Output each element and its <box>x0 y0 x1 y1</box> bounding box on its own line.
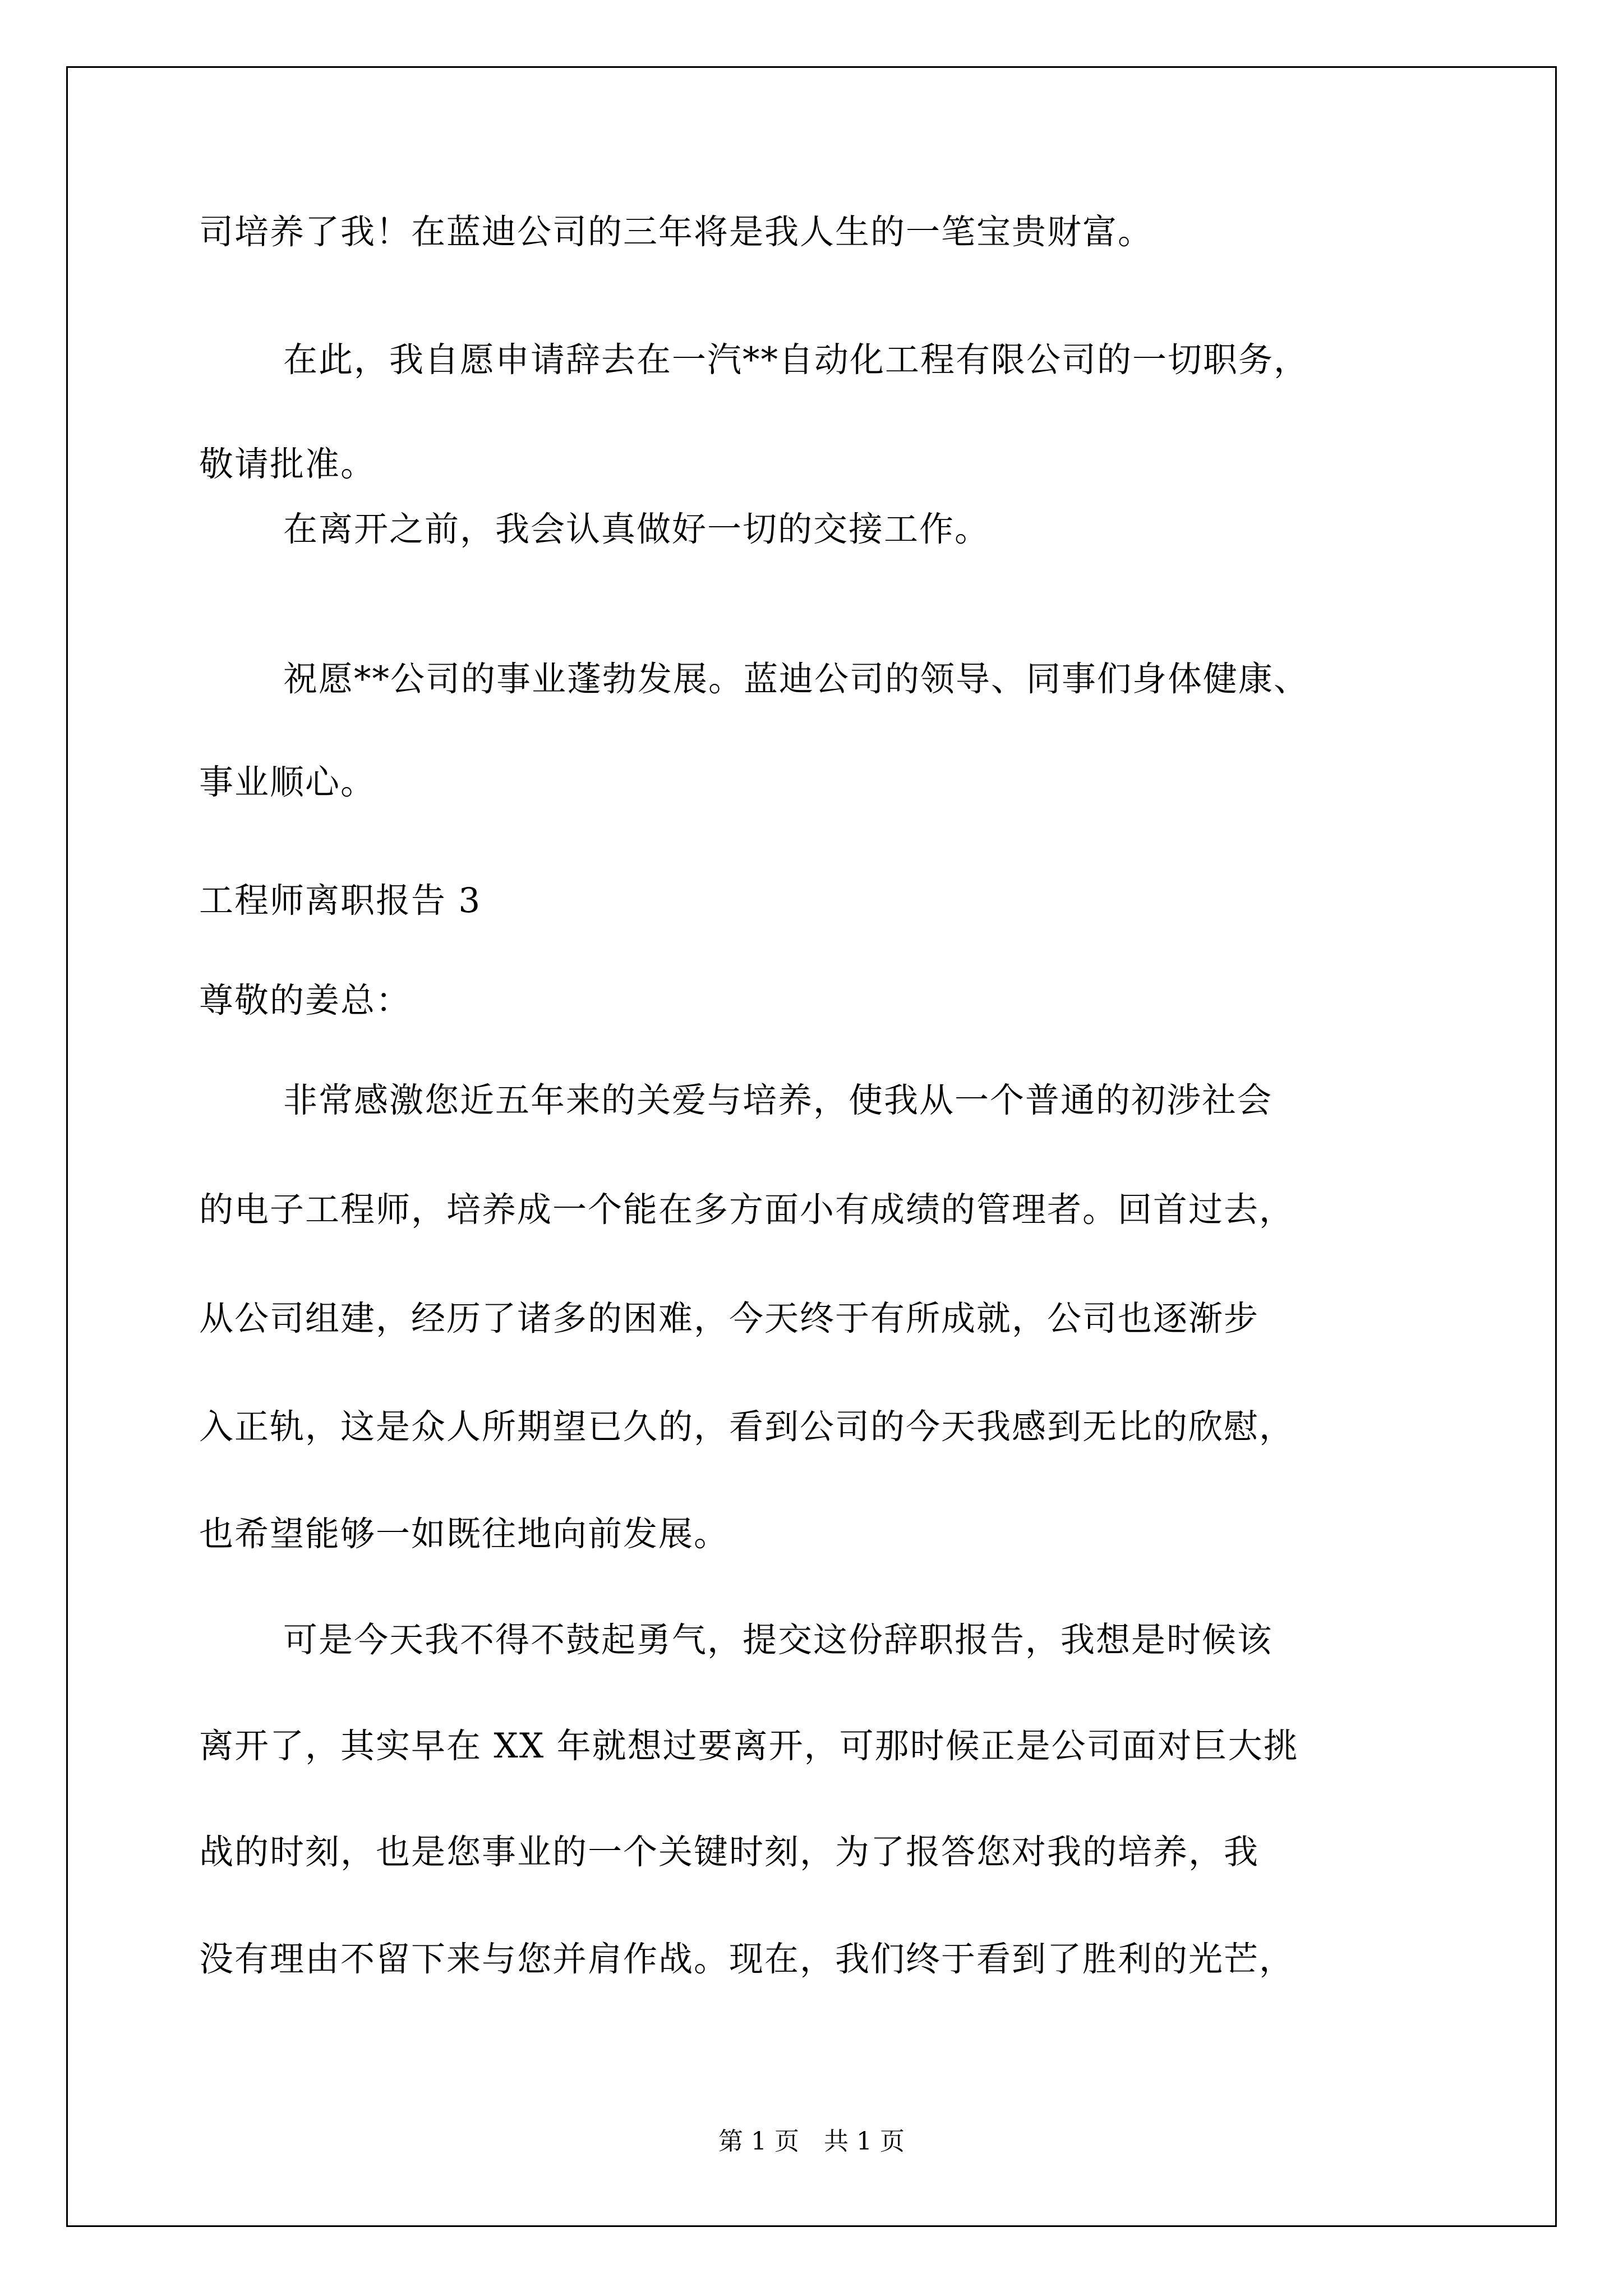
text-line-4: 在离开之前，我会认真做好一切的交接工作。 <box>283 509 990 549</box>
text-line-15: 离开了，其实早在 XX 年就想过要离开，可那时候正是公司面对巨大挑 <box>199 1726 1299 1766</box>
text-line-3: 敬请批准。 <box>199 444 376 484</box>
text-line-16: 战的时刻，也是您事业的一个关键时刻，为了报答您对我的培养，我 <box>199 1832 1260 1872</box>
salutation: 尊敬的姜总： <box>199 981 412 1020</box>
text-line-6: 事业顺心。 <box>199 762 376 802</box>
text-line-17: 没有理由不留下来与您并肩作战。现在，我们终于看到了胜利的光芒， <box>199 1939 1295 1979</box>
text-line-1: 司培养了我！在蓝迪公司的三年将是我人生的一笔宝贵财富。 <box>199 212 1154 252</box>
text-line-5: 祝愿**公司的事业蓬勃发展。蓝迪公司的领导、同事们身体健康、 <box>283 659 1310 699</box>
page-border <box>66 66 1557 2227</box>
text-line-2: 在此，我自愿申请辞去在一汽**自动化工程有限公司的一切职务， <box>283 340 1310 380</box>
text-line-9: 非常感激您近五年来的关爱与培养，使我从一个普通的初涉社会 <box>283 1080 1273 1120</box>
text-line-12: 入正轨，这是众人所期望已久的，看到公司的今天我感到无比的欣慰， <box>199 1407 1295 1447</box>
text-line-10: 的电子工程师，培养成一个能在多方面小有成绩的管理者。回首过去， <box>199 1190 1295 1230</box>
text-line-11: 从公司组建，经历了诸多的困难，今天终于有所成就，公司也逐渐步 <box>199 1299 1260 1338</box>
section-heading: 工程师离职报告 3 <box>199 881 482 921</box>
text-line-14: 可是今天我不得不鼓起勇气，提交这份辞职报告，我想是时候该 <box>283 1620 1273 1660</box>
page-footer: 第 1 页 共 1 页 <box>718 2127 905 2156</box>
text-line-13: 也希望能够一如既往地向前发展。 <box>199 1514 730 1554</box>
